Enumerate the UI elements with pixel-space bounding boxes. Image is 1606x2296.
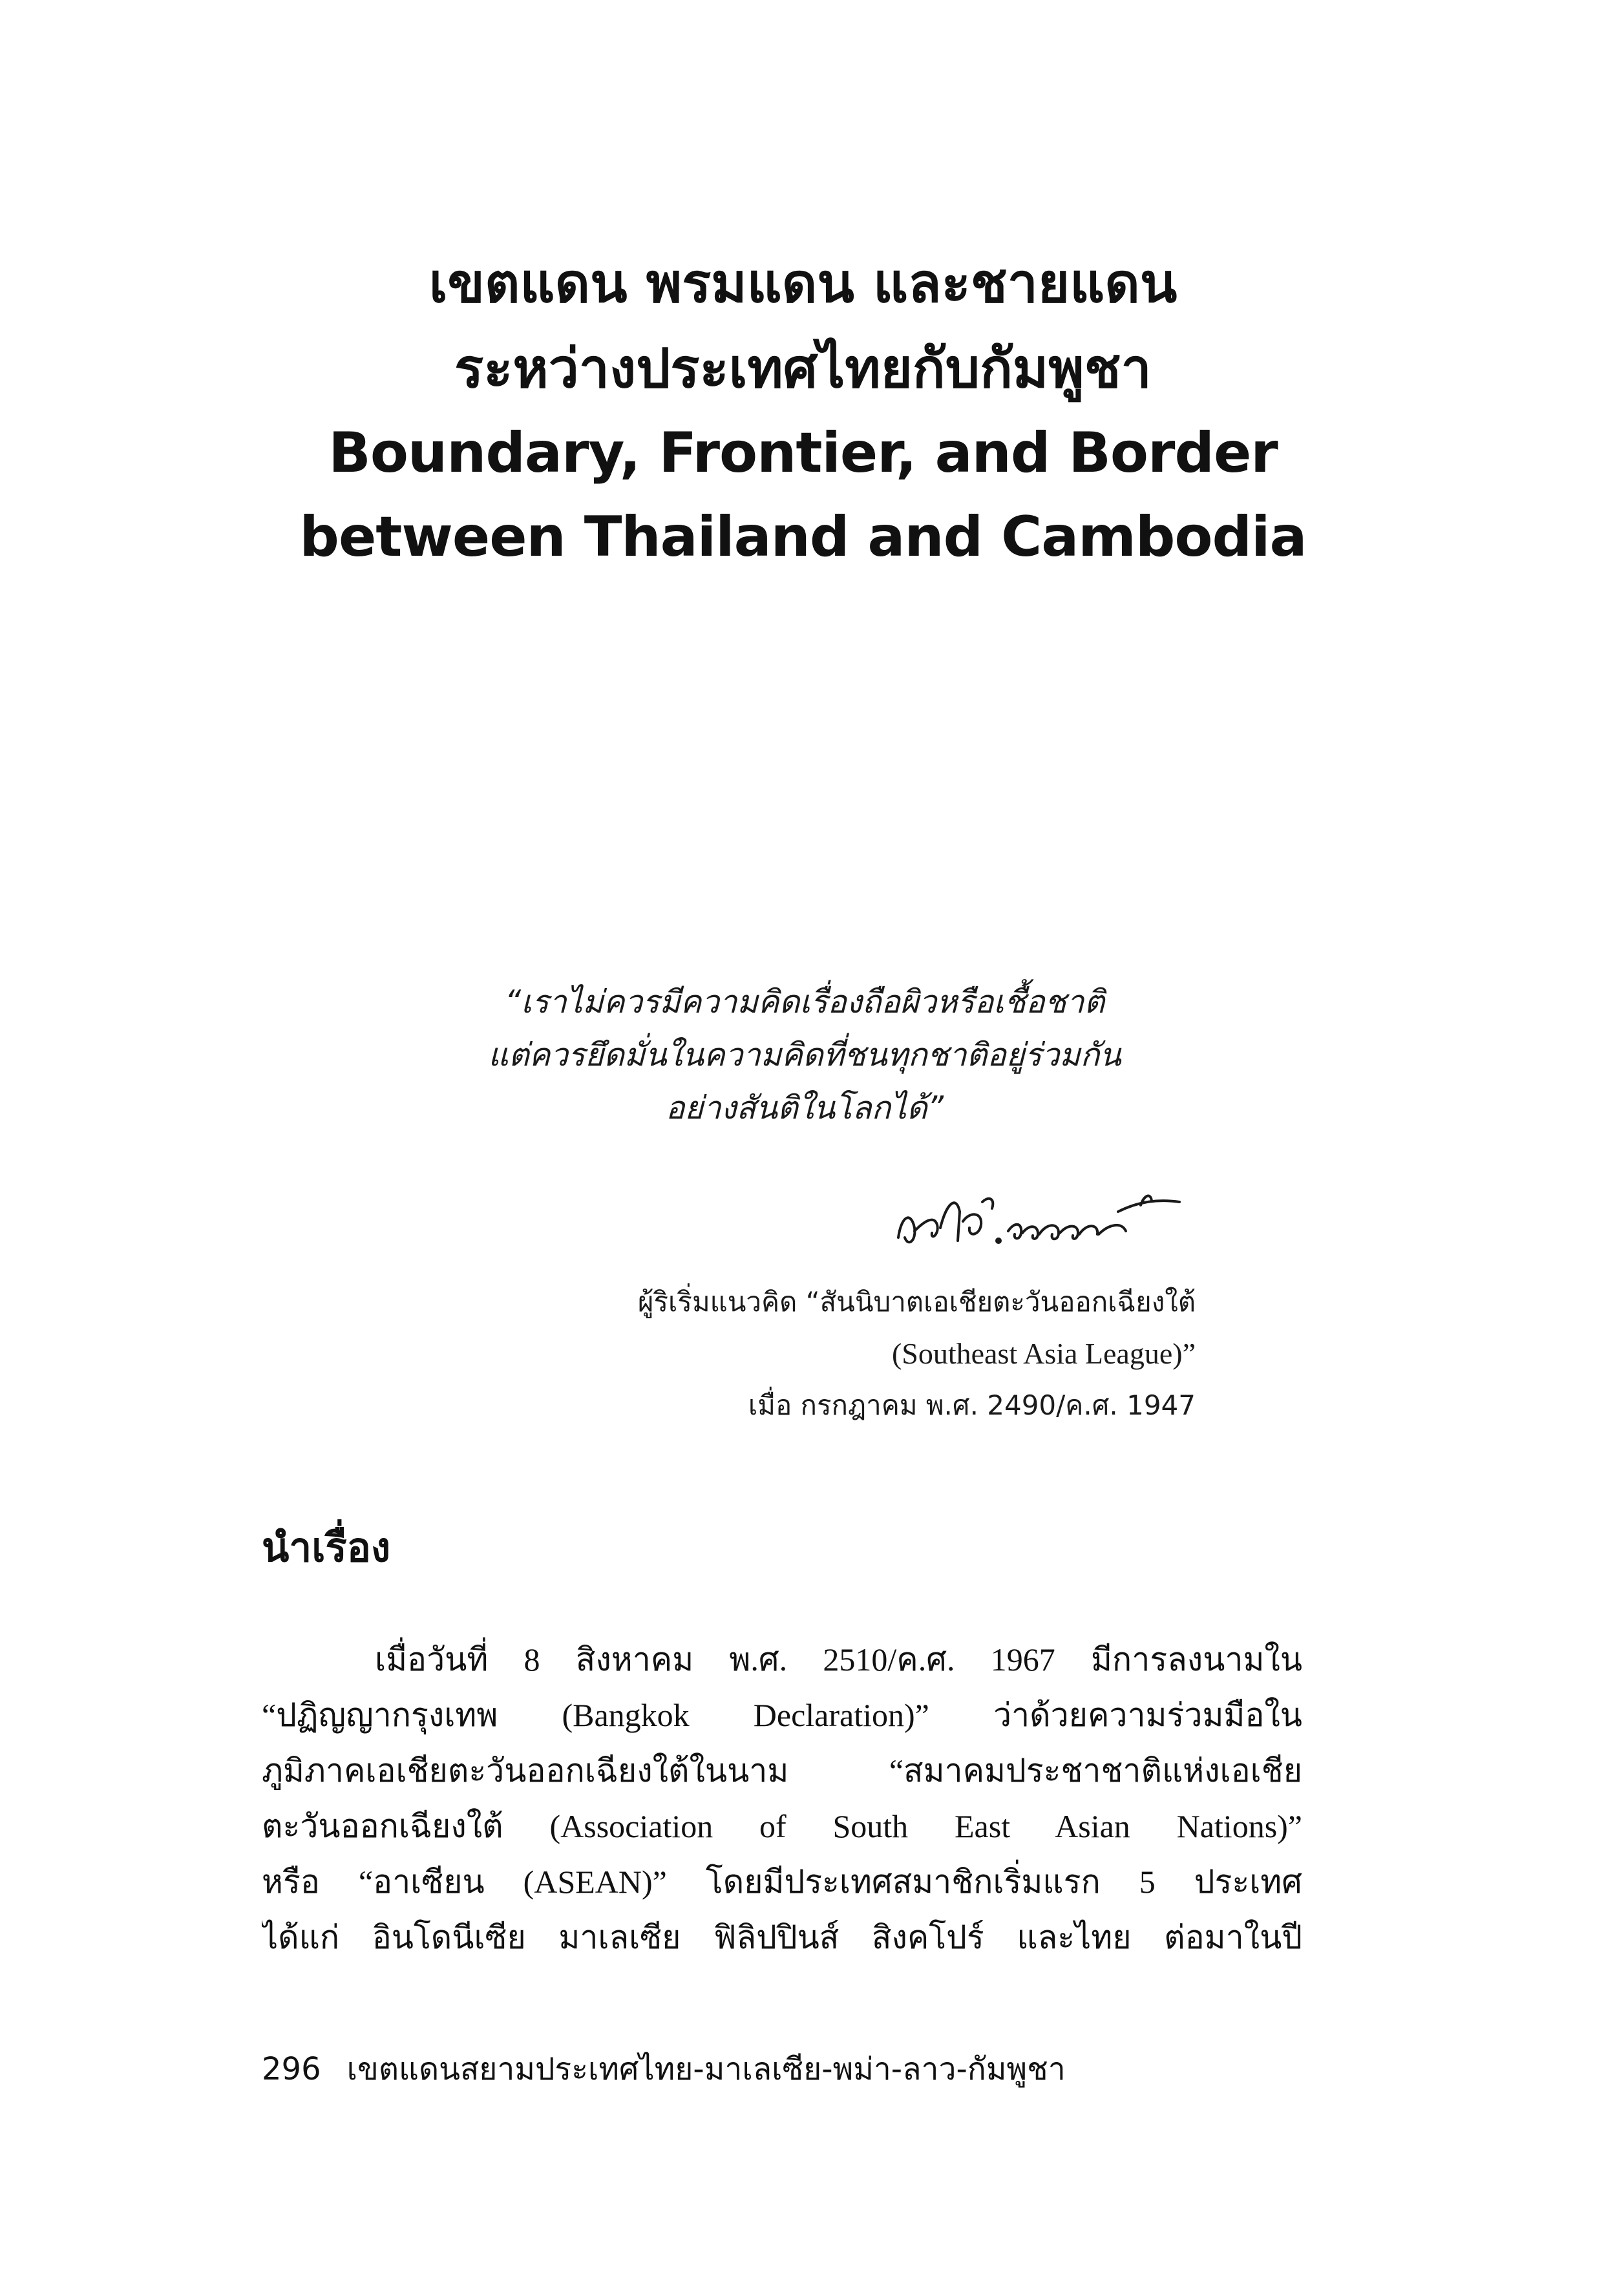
title-thai-line-2: ระหว่างประเทศไทยกับกัมพูชา	[454, 337, 1152, 400]
paragraph-line: “ปฏิญญากรุงเทพ (Bangkok Declaration)” ว่าด้วยความร่วมมือใน	[262, 1697, 1302, 1733]
epigraph-line: “เราไม่ควรมีความคิดเรื่องถือผิวหรือเชื้อชาติ	[504, 984, 1105, 1020]
attribution-line: (Southeast Asia League)”	[891, 1337, 1196, 1370]
epigraph-quote	[336, 976, 1273, 1135]
epigraph-attribution	[491, 1276, 1196, 1431]
paragraph-line: ตะวันออกเฉียงใต้ (Association of South East Asian Nations)”	[262, 1808, 1302, 1844]
paragraph-line: หรือ “อาเซียน (ASEAN)” โดยมีประเทศสมาชิกเริ่มแรก 5 ประเทศ	[262, 1864, 1302, 1900]
epigraph-line: อย่างสันติในโลกได้”	[665, 1090, 944, 1126]
section-heading: นำเรื่อง	[262, 1524, 391, 1571]
paragraph-line: ได้แก่ อินโดนีเซีย มาเลเซีย ฟิลิปปินส์ สิงคโปร์ และไทย ต่อมาในปี	[262, 1919, 1302, 1955]
paragraph-line: ภูมิภาคเอเชียตะวันออกเฉียงใต้ในนาม “สมาคมประชาชาติแห่งเอเชีย	[262, 1753, 1302, 1789]
attribution-line: ผู้ริเริ่มแนวคิด “สันนิบาตเอเชียตะวันออกเฉียงใต้	[637, 1286, 1196, 1318]
page-footer	[262, 2043, 1066, 2095]
handwritten-signature	[885, 1176, 1189, 1267]
page-number: 296	[262, 2051, 321, 2087]
title-english-line-2: between Thailand and Cambodia	[299, 505, 1307, 569]
chapter-title	[194, 240, 1412, 579]
title-english-line-1: Boundary, Frontier, and Border	[328, 421, 1278, 485]
paragraph-line: เมื่อวันที่ 8 สิงหาคม พ.ศ. 2510/ค.ศ. 1967 มีการลงนามใน	[375, 1641, 1302, 1678]
attribution-line: เมื่อ กรกฎาคม พ.ศ. 2490/ค.ศ. 1947	[748, 1389, 1196, 1421]
title-thai-line-1: เขตแดน พรมแดน และชายแดน	[428, 251, 1178, 315]
epigraph-line: แต่ควรยึดมั่นในความคิดที่ชนทุกชาติอยู่ร่วมกัน	[488, 1037, 1121, 1073]
running-title: เขตแดนสยามประเทศไทย-มาเลเซีย-พม่า-ลาว-กัมพูชา	[346, 2051, 1066, 2087]
body-paragraph	[262, 1632, 1302, 1965]
